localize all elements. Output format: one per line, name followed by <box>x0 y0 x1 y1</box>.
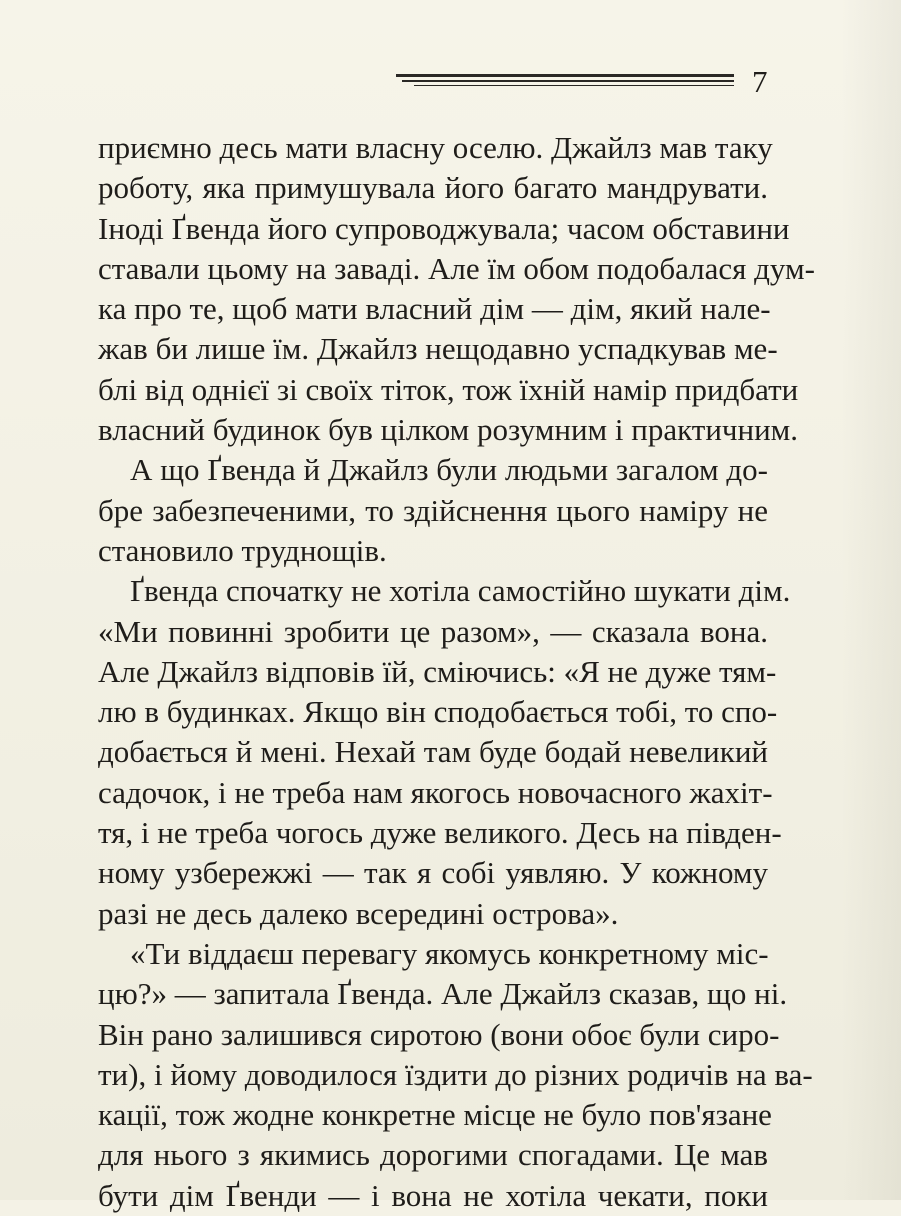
text-line: для нього з якимись дорогими спогадами. Це мав <box>98 1137 768 1173</box>
text-line: добається й мені. Нехай там буде бодай невеликий <box>98 734 768 770</box>
text-line: лю в будинках. Якщо він сподобається тобі, то спо- <box>98 694 778 730</box>
text-line: А що Ґвенда й Джайлз були людьми загалом до- <box>130 452 768 488</box>
page-number: 7 <box>752 64 768 99</box>
text-line: садочок, і не треба нам якогось новочасного жахіт- <box>98 774 773 810</box>
text-line: Він рано залишився сиротою (вони обоє були сиро- <box>98 1016 780 1052</box>
text-line: «Ти віддаєш перевагу якомусь конкретному міс- <box>130 935 769 971</box>
text-line: цю?» — запитала Ґвенда. Але Джайлз сказав, що ні. <box>98 976 788 1012</box>
header-rule <box>396 74 734 89</box>
page-header <box>0 62 901 102</box>
text-line: ка про те, щоб мати власний дім — дім, який нале- <box>98 291 771 327</box>
text-line: жав би лише їм. Джайлз нещодавно успадкував ме- <box>98 331 778 367</box>
body-text <box>98 128 815 1216</box>
text-line: блі від однієї зі своїх тіток, тож їхній намір придбати <box>98 371 799 407</box>
text-line: ти), і йому доводилося їздити до різних родичів на ва- <box>98 1056 813 1092</box>
text-line: «Ми повинні зробити це разом», — сказала вона. <box>98 613 768 649</box>
text-line: власний будинок був цілком розумним і практичним. <box>98 412 799 448</box>
text-line: Іноді Ґвенда його супроводжувала; часом обставини <box>98 210 790 246</box>
text-line: приємно десь мати власну оселю. Джайлз мав таку <box>98 130 773 165</box>
text-line: бути дім Ґвенди — і вона не хотіла чекати, поки <box>98 1177 768 1213</box>
page-edge-shadow <box>841 0 901 1200</box>
text-line: тя, і не треба чогось дуже великого. Десь на півден- <box>98 815 782 851</box>
text-line: становило труднощів. <box>98 532 387 568</box>
text-line: роботу, яка примушувала його багато мандрувати. <box>98 170 768 206</box>
text-line: ному узбережжі — так я собі уявляю. У кожному <box>98 855 768 891</box>
text-line: кації, тож жодне конкретне місце не було пов'язане <box>98 1097 772 1133</box>
text-line: Ґвенда спочатку не хотіла самостійно шукати дім. <box>130 573 791 609</box>
text-line: ставали цьому на заваді. Але їм обом подобалася дум- <box>98 250 815 286</box>
text-line: разі не десь далеко всередині острова». <box>98 895 619 931</box>
text-line: Але Джайлз відповів їй, сміючись: «Я не дуже тям- <box>98 653 777 689</box>
text-line: бре забезпеченими, то здійснення цього наміру не <box>98 492 768 528</box>
